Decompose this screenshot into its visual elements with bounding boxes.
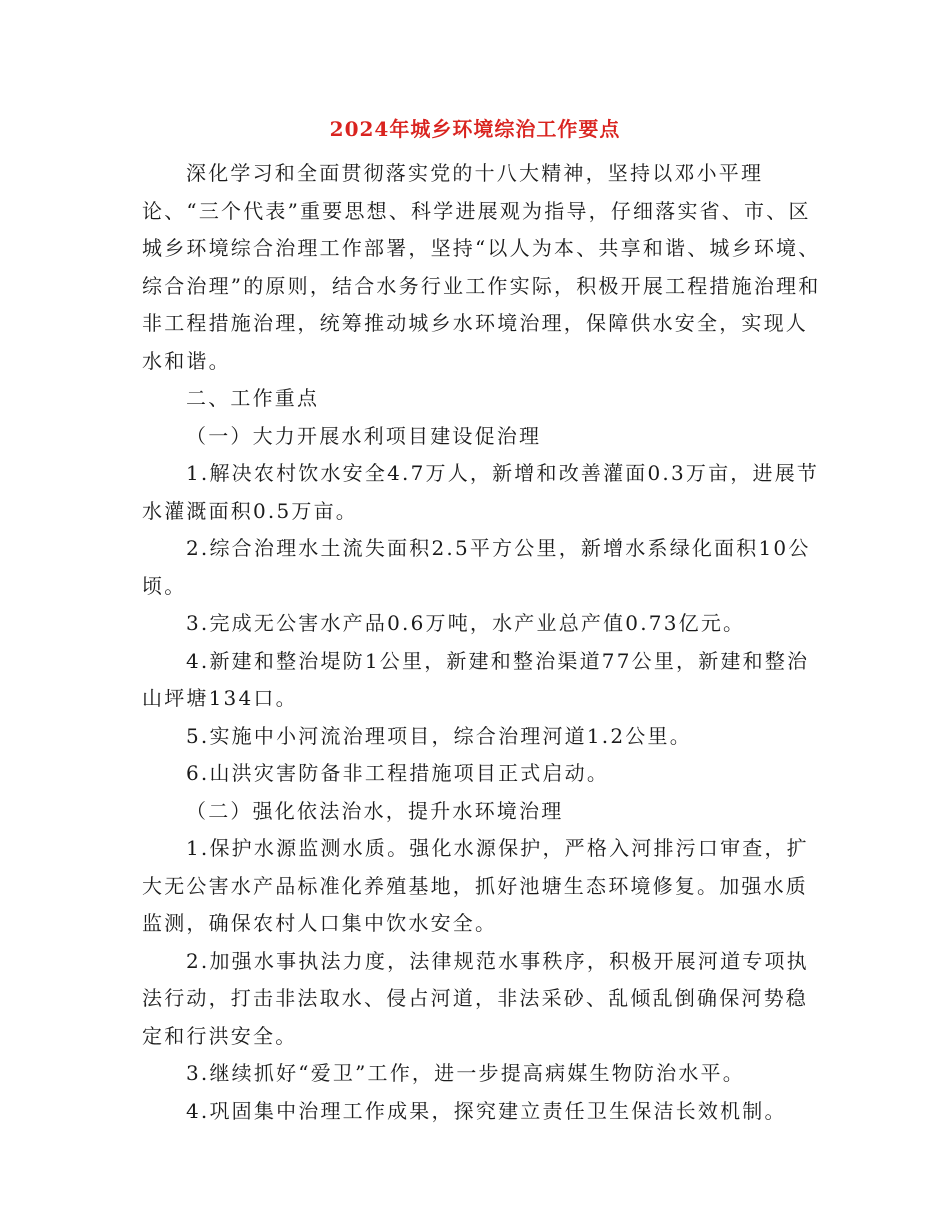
list-item: 6.山洪灾害防备非工程措施项目正式启动。 xyxy=(186,761,610,785)
list-item: 2.加强水事执法力度，法律规范水事秩序，积极开展河道专项执法行动，打击非法取水、侵占河道，非法采砂、乱倾乱倒确保河势稳定和行洪安全。 xyxy=(142,948,809,1048)
list-item: 2.综合治理水土流失面积2.5平方公里，新增水系绿化面积10公顷。 xyxy=(142,536,811,598)
intro-paragraph: 深化学习和全面贯彻落实党的十八大精神，坚持以邓小平理论、“三个代表”重要思想、科学进展观为指导，仔细落实省、市、区城乡环境综合治理工作部署，坚持“以人为本、共享和谐、城乡环境、综合治理”的原则，结合水务行业工作实际，积极开展工程措施治理和非工程措施治理，统筹推动城乡水环境治理，保障供水安全，实现人水和谐。 xyxy=(142,161,821,373)
subsection-heading-1: （一）大力开展水利项目建设促治理 xyxy=(186,423,542,448)
section-heading-work-focus: 二、工作重点 xyxy=(186,386,320,410)
list-item: 5.实施中小河流治理项目，综合治理河道1.2公里。 xyxy=(186,723,692,748)
document-title: 2024年城乡环境综治工作要点 xyxy=(329,117,621,141)
document-body xyxy=(142,155,822,1130)
list-item: 3.完成无公害水产品0.6万吨，水产业总产值0.73亿元。 xyxy=(186,611,746,635)
list-item: 3.继续抓好“爱卫”工作，进一步提高病媒生物防治水平。 xyxy=(186,1061,745,1085)
list-item: 1.保护水源监测水质。强化水源保护，严格入河排污口审查，扩大无公害水产品标准化养殖基地，抓好池塘生态环境修复。加强水质监测，确保农村人口集中饮水安全。 xyxy=(142,836,809,935)
list-item: 1.解决农村饮水安全4.7万人，新增和改善灌面0.3万亩，进展节水灌溉面积0.5万亩。 xyxy=(142,461,820,523)
subsection-heading-2: （二）强化依法治水，提升水环境治理 xyxy=(186,798,564,823)
list-item: 4.新建和整治堤防1公里，新建和整治渠道77公里，新建和整治山坪塘134口。 xyxy=(142,648,810,710)
list-item: 4.巩固集中治理工作成果，探究建立责任卫生保洁长效机制。 xyxy=(186,1098,787,1123)
